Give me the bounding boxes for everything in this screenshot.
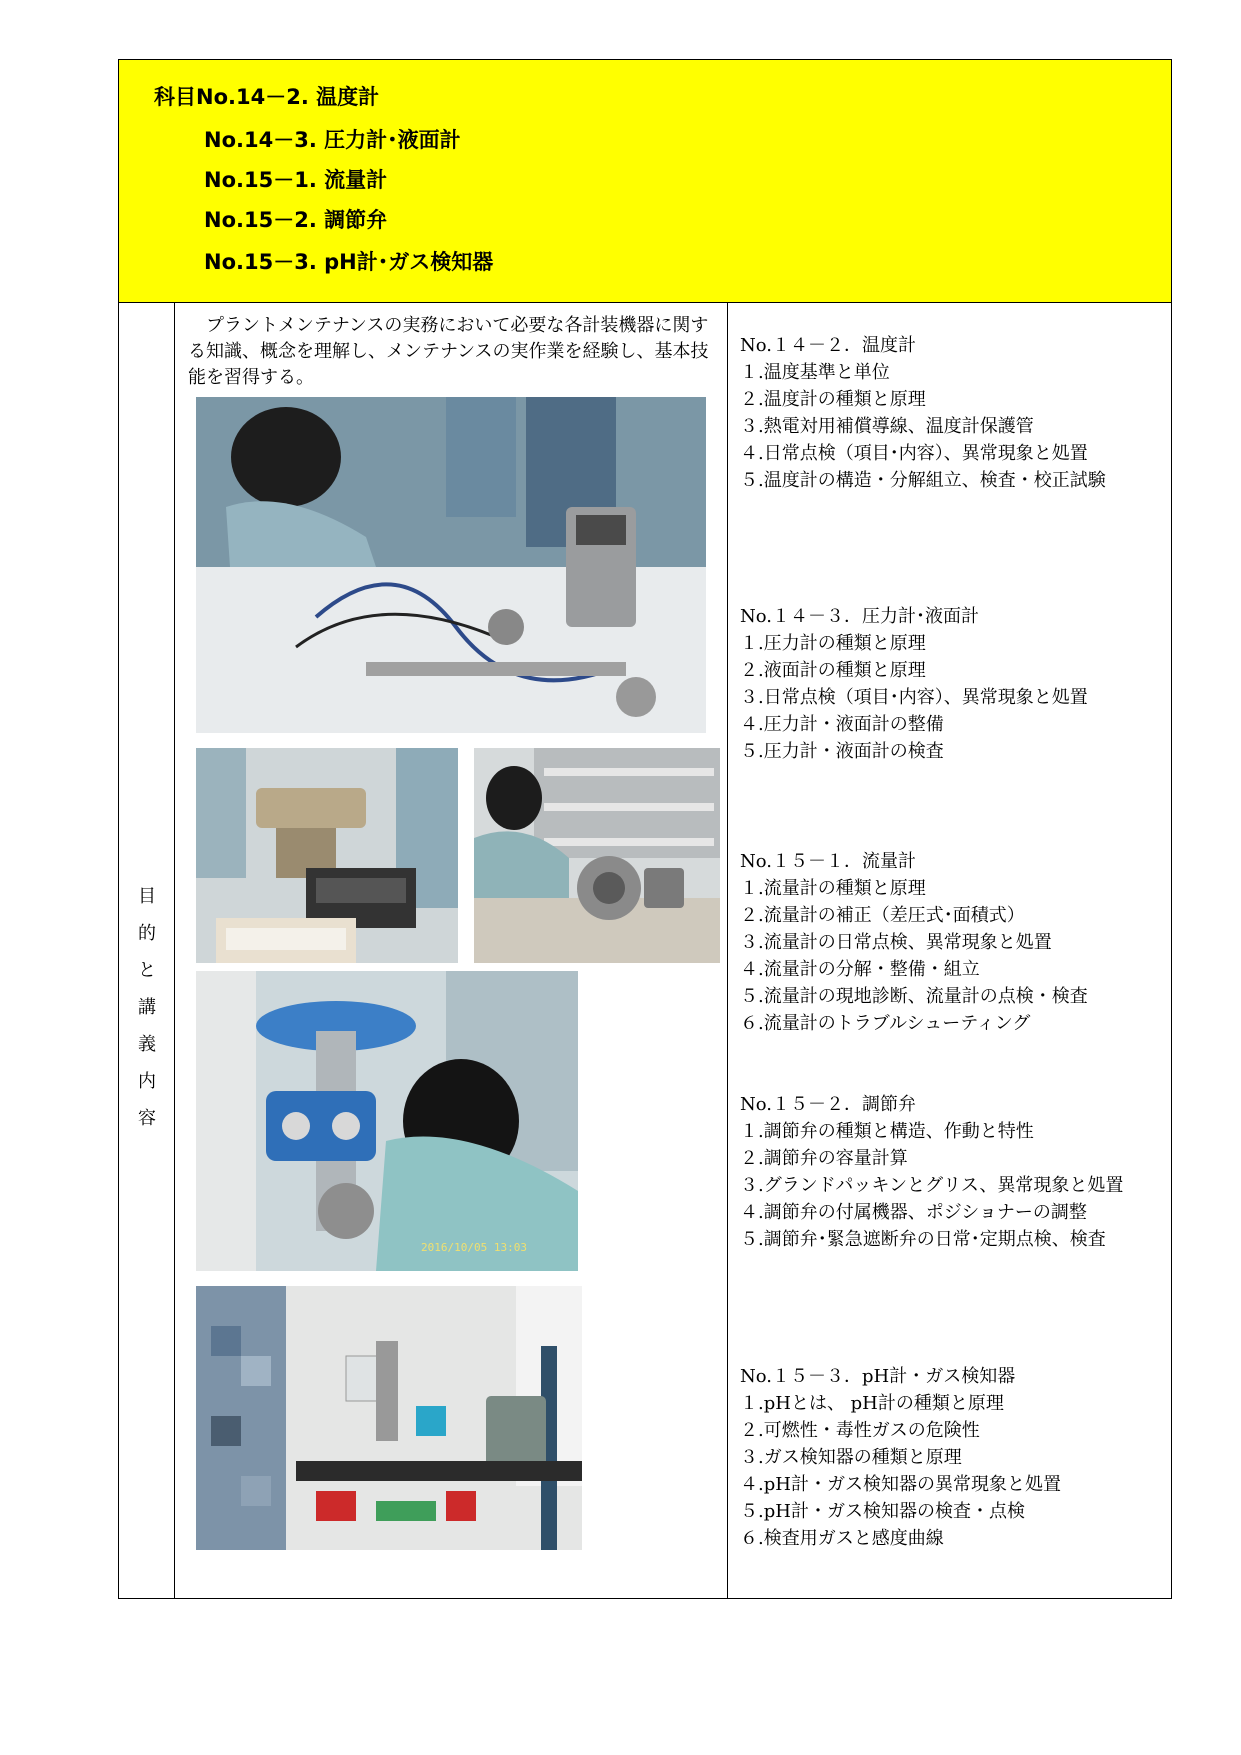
topic-item: ４.調節弁の付属機器、ポジショナーの調整: [740, 1202, 1087, 1223]
purpose-label: [119, 878, 175, 1137]
label-char: と: [138, 960, 156, 981]
topic-item: ６.流量計のトラブルシューティング: [740, 1013, 1031, 1034]
label-char: 講: [138, 997, 156, 1018]
topic-item: ２.可燃性・毒性ガスの危険性: [740, 1420, 980, 1441]
label-char: 内: [138, 1071, 156, 1092]
subject-line-2: No.14－3. 圧力計･液面計: [204, 128, 461, 152]
training-photo-ph-gas-detector: [196, 1286, 582, 1550]
topic-section-control-valve: [740, 1091, 1165, 1253]
photo-timestamp: 2016/10/05 13:03: [421, 1241, 527, 1254]
topic-item: ５.温度計の構造・分解組立、検査・校正試験: [740, 470, 1106, 491]
training-photo-control-valve-adjustment: [196, 971, 578, 1271]
label-char: 目: [138, 886, 156, 907]
topic-item: １.調節弁の種類と構造、作動と特性: [740, 1121, 1034, 1142]
subject-line-3: No.15－1. 流量計: [204, 168, 388, 192]
topic-item: ３.日常点検（項目･内容）、異常現象と処置: [740, 687, 1088, 708]
photo1-illustration: [196, 397, 706, 733]
topic-section-flowmeter: [740, 848, 1165, 1037]
topic-item: ３.流量計の日常点検、異常現象と処置: [740, 932, 1052, 953]
topic-item: １.pHとは、 pH計の種類と原理: [740, 1393, 1004, 1414]
topic-item: １.流量計の種類と原理: [740, 878, 926, 899]
topic-item: １.温度基準と単位: [740, 362, 890, 383]
topic-item: ５.調節弁･緊急遮断弁の日常･定期点検、検査: [740, 1229, 1106, 1250]
course-topics-column: [728, 303, 1173, 1599]
topic-item: ５.pH計・ガス検知器の検査・点検: [740, 1501, 1025, 1522]
photo4-illustration: [196, 971, 578, 1271]
topic-item: ４.日常点検（項目･内容）、異常現象と処置: [740, 443, 1088, 464]
topic-title: No.１５－３．pH計・ガス検知器: [740, 1366, 1016, 1387]
topic-item: １.圧力計の種類と原理: [740, 633, 926, 654]
course-objective-text: プラントメンテナンスの実務において必要な各計装機器に関する知識、概念を理解し、メンテナンスの実作業を経験し、基本技能を習得する。: [188, 315, 709, 388]
topic-section-ph-gas-detector: [740, 1363, 1165, 1552]
topic-item: ２.温度計の種類と原理: [740, 389, 926, 410]
subject-line-5: No.15－3. pH計･ガス検知器: [204, 250, 494, 274]
purpose-label-column: [119, 303, 175, 1599]
label-char: 義: [138, 1034, 156, 1055]
label-char: 的: [138, 923, 156, 944]
topic-title: No.１４－３．圧力計･液面計: [740, 606, 979, 627]
topic-section-temperature: [740, 332, 1165, 494]
topic-title: No.１５－１．流量計: [740, 851, 916, 872]
topic-item: ４.pH計・ガス検知器の異常現象と処置: [740, 1474, 1061, 1495]
topic-item: ６.検査用ガスと感度曲線: [740, 1528, 944, 1549]
label-char: 容: [138, 1108, 156, 1129]
topic-section-pressure-level: [740, 603, 1165, 765]
topic-item: ３.ガス検知器の種類と原理: [740, 1447, 962, 1468]
subject-line-4: No.15－2. 調節弁: [204, 208, 388, 232]
topic-item: ３.熱電対用補償導線、温度計保護管: [740, 416, 1034, 437]
training-photo-instrument-calibration: [196, 397, 706, 733]
topic-item: ２.流量計の補正（差圧式･面積式）: [740, 905, 1025, 926]
topic-item: ５.流量計の現地診断、流量計の点検・検査: [740, 986, 1088, 1007]
topic-title: No.１４－２．温度計: [740, 335, 916, 356]
subject-header: [119, 60, 1171, 303]
topic-item: ２.調節弁の容量計算: [740, 1148, 908, 1169]
intro-and-photos-column: [175, 303, 728, 1599]
photo2-illustration: [196, 748, 458, 963]
topic-item: ４.圧力計・液面計の整備: [740, 714, 944, 735]
syllabus-table: [118, 59, 1172, 1599]
topic-item: ３.グランドパッキンとグリス、異常現象と処置: [740, 1175, 1124, 1196]
photo5-illustration: [196, 1286, 582, 1550]
photo3-illustration: [474, 748, 720, 963]
training-photo-valve-inspection: [474, 748, 720, 963]
subject-line-1: 科目No.14－2. 温度計: [154, 85, 380, 109]
topic-title: No.１５－２．調節弁: [740, 1094, 916, 1115]
training-photo-valve-test-bench: [196, 748, 458, 963]
topic-item: ２.液面計の種類と原理: [740, 660, 926, 681]
topic-item: ５.圧力計・液面計の検査: [740, 741, 944, 762]
topic-item: ４.流量計の分解・整備・組立: [740, 959, 980, 980]
